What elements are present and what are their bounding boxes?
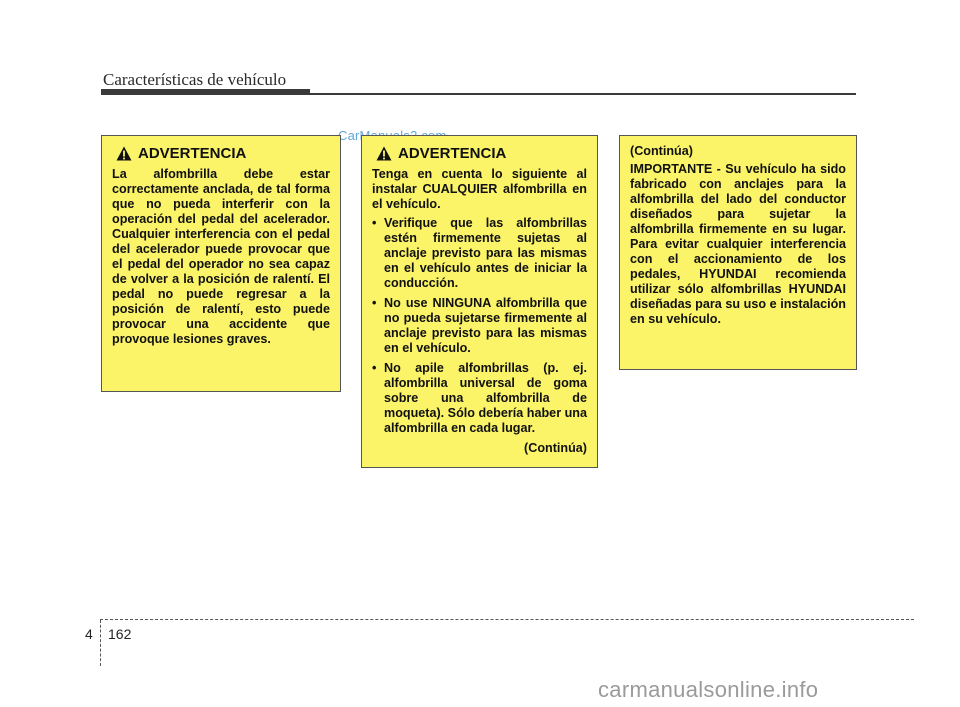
warning-heading-text: ADVERTENCIA bbox=[398, 145, 507, 162]
header-rule-thick bbox=[101, 89, 310, 95]
warning-box-floor-mat-anchor bbox=[101, 135, 341, 392]
warning-box-installation bbox=[361, 135, 598, 468]
warning-triangle-icon bbox=[116, 146, 132, 161]
list-item: • Verifique que las alfombrillas estén firmemente sujetas al anclaje previsto para las mismas en el vehículo antes de iniciar la conducción. bbox=[372, 216, 587, 291]
watermark-footer: carmanualsonline.info bbox=[598, 677, 819, 702]
continued-heading: (Continúa) bbox=[630, 144, 693, 158]
warning-heading bbox=[116, 146, 330, 161]
footer-dashed-rule bbox=[100, 619, 914, 620]
list-item: • No use NINGUNA alfombrilla que no pueda sujetarse firmemente al anclaje previsto para las mismas en el vehículo. bbox=[372, 296, 587, 356]
continued-box-important bbox=[619, 135, 857, 370]
warning-intro-text: Tenga en cuenta lo siguiente al instalar CUALQUIER alfombrilla en el vehículo. bbox=[372, 167, 587, 211]
important-body-text: IMPORTANTE - Su vehículo ha sido fabricado con anclajes para la alfombrilla del lado del conductor diseñados para sujetar la alfombrilla firmemente en su lugar. Para evitar cualquier interferencia con el accionamiento de los pedales, HYUNDAI recomienda utilizar sólo alfombrillas HYUNDAI diseñadas para su uso e instalación en su vehículo. bbox=[630, 162, 846, 326]
header-title: Características de vehículo bbox=[103, 70, 287, 89]
header-rule-thin bbox=[310, 93, 856, 95]
warning-body-text: La alfombrilla debe estar correctamente anclada, de tal forma que no pueda interferir con la operación del pedal del acelerador. Cualquier interferencia con el pedal del acelerador puede provocar que el pedal del operador no sea capaz de volver a la posición de ralentí. El pedal no puede regresar a la posición de ralentí, esto puede provocar una accidente que provoque lesiones graves. bbox=[112, 167, 330, 346]
section-number: 4 bbox=[85, 626, 93, 642]
warning-triangle-icon bbox=[376, 146, 392, 161]
list-item: • No apile alfombrillas (p. ej. alfombrilla universal de goma sobre una alfombrilla de moqueta). Sólo debería haber una alfombrilla en cada lugar. bbox=[372, 361, 587, 436]
warning-bullet-list bbox=[372, 216, 587, 436]
warning-heading-text: ADVERTENCIA bbox=[138, 145, 247, 162]
warning-heading bbox=[376, 146, 587, 161]
continued-label: (Continúa) bbox=[524, 441, 587, 455]
footer-dashed-divider bbox=[100, 620, 101, 666]
page-number: 162 bbox=[108, 626, 132, 642]
